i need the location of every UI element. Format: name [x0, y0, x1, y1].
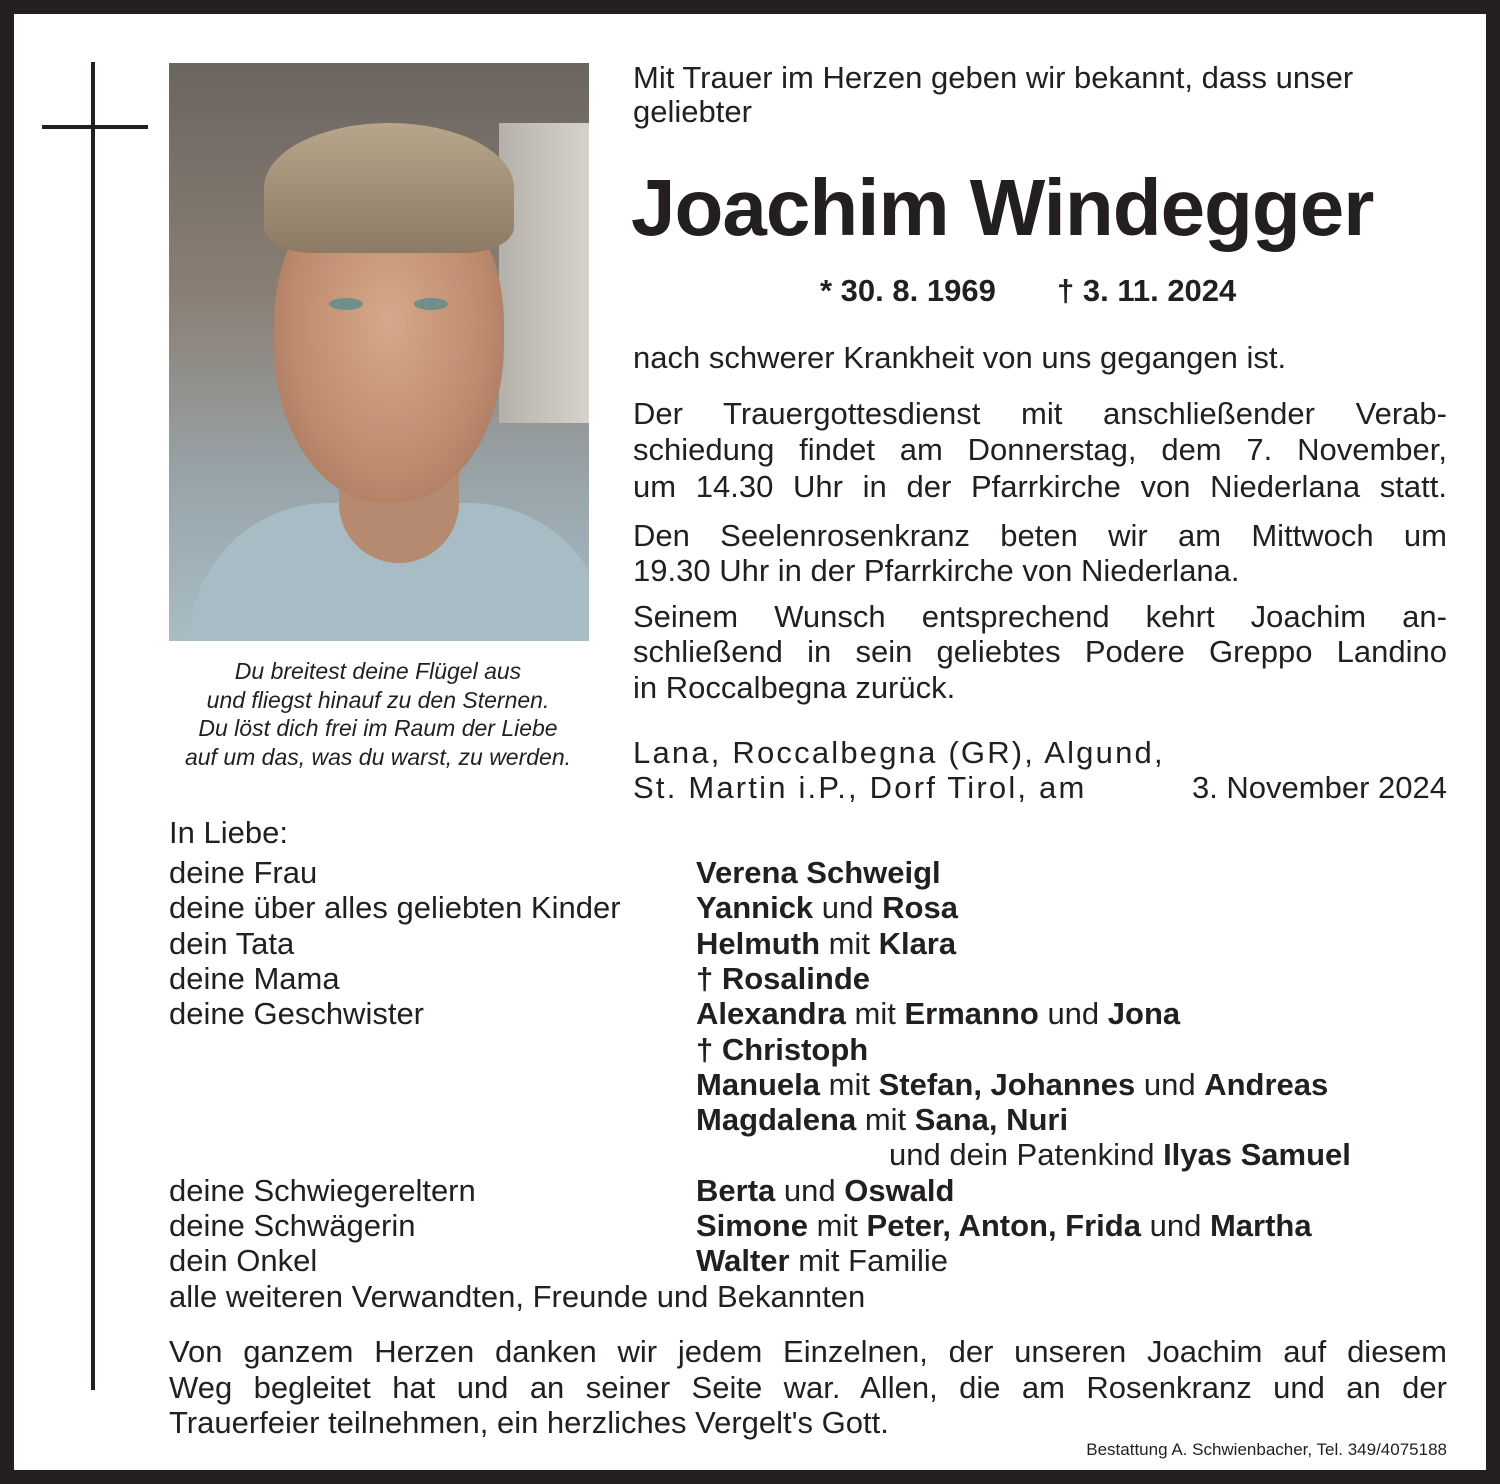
intro-line: Mit Trauer im Herzen geben wir bekannt, dass unser: [633, 60, 1354, 95]
birth-date: * 30. 8. 1969: [820, 273, 996, 308]
connector-text: und: [1135, 1066, 1205, 1102]
family-member-name: Verena Schweigl: [696, 855, 941, 890]
family-member-name: Oswald: [844, 1172, 955, 1208]
family-names: [696, 1173, 954, 1209]
connector-text: und: [813, 890, 883, 926]
family-member-name: Rosa: [882, 890, 958, 926]
announcement-date: 3. November 2024: [1191, 770, 1447, 805]
deceased-name: Joachim Windegger: [631, 163, 1374, 252]
family-member-name: Klara: [878, 925, 957, 961]
family-member-name: Walter: [696, 1243, 790, 1279]
family-member-name: † Christoph: [696, 1031, 869, 1067]
connector-text: mit: [820, 1066, 879, 1102]
connector-text: mit: [845, 996, 905, 1032]
family-names: [696, 961, 870, 997]
family-member-name: Sana, Nuri: [914, 1102, 1069, 1138]
family-names: [696, 1102, 1068, 1138]
poem-line: Du löst dich frei im Raum der Liebe: [198, 715, 558, 741]
family-member-name: Magdalena: [696, 1102, 857, 1138]
thanks-line: Von ganzem Herzen danken wir jedem Einzelnen, der unseren Joachim auf diesem: [169, 1334, 1447, 1369]
family-member-name: Yannick: [696, 890, 814, 926]
family-relation-label: deine Schwiegereltern: [169, 1172, 476, 1208]
family-names: [889, 1137, 1351, 1173]
family-names: [696, 890, 958, 926]
family-relation-label: deine Frau: [169, 855, 318, 890]
connector-text: und: [1038, 996, 1108, 1032]
connector-text: und: [1140, 1208, 1210, 1243]
paragraph-line: Den Seelenrosenkranz beten wir am Mittwoch um: [633, 518, 1447, 553]
connector-text: mit Familie: [789, 1243, 949, 1279]
paragraph-line: Seinem Wunsch entsprechend kehrt Joachim an-: [633, 599, 1447, 634]
family-names: [696, 1243, 948, 1279]
paragraph-line: schließend in sein geliebtes Podere Greppo Landino: [633, 634, 1447, 669]
family-member-name: Alexandra: [696, 996, 846, 1032]
paragraph-line: um 14.30 Uhr in der Pfarrkirche von Niederlana statt.: [633, 469, 1447, 504]
family-member-name: Ilyas Samuel: [1163, 1137, 1351, 1173]
poem-line: auf um das, was du warst, zu werden.: [184, 743, 572, 770]
death-date: † 3. 11. 2024: [1057, 273, 1237, 308]
location-date-line: [633, 770, 1447, 806]
connector-text: und dein Patenkind: [889, 1137, 1164, 1173]
paragraph-line: 19.30 Uhr in der Pfarrkirche von Niederlana.: [633, 553, 1240, 588]
family-relation-label: dein Tata: [169, 925, 295, 961]
paragraph-line: Der Trauergottesdienst mit anschließender Verab-: [633, 396, 1447, 431]
cross-icon-bar: [42, 125, 148, 129]
family-relation-label: deine über alles geliebten Kinder: [169, 890, 621, 926]
family-names: [696, 855, 941, 891]
thanks-line: Trauerfeier teilnehmen, ein herzliches Vergelt's Gott.: [169, 1405, 889, 1440]
family-names: [696, 1067, 1328, 1103]
location-line: Lana, Roccalbegna (GR), Algund,: [633, 735, 1165, 770]
poem-line: Du breitest deine Flügel aus: [234, 658, 522, 684]
family-names: [696, 926, 956, 962]
portrait-photo: [169, 63, 589, 641]
cross-icon: [91, 62, 95, 1390]
paragraph-line: schiedung findet am Donnerstag, dem 7. November,: [633, 432, 1447, 467]
family-relation-label: deine Mama: [169, 960, 340, 996]
family-member-name: Peter, Anton, Frida: [866, 1208, 1141, 1243]
family-member-name: Martha: [1209, 1208, 1312, 1243]
paragraph-line: nach schwerer Krankheit von uns gegangen ist.: [633, 340, 1287, 375]
family-member-name: † Rosalinde: [696, 960, 870, 996]
family-member-name: Simone: [696, 1208, 808, 1243]
family-member-name: Helmuth: [696, 925, 820, 961]
family-member-name: Stefan, Johannes: [878, 1066, 1136, 1102]
poem: [160, 657, 596, 771]
family-names: [696, 1032, 868, 1068]
poem-line: und fliegst hinauf zu den Sternen.: [206, 686, 550, 713]
family-member-name: Manuela: [696, 1066, 821, 1102]
family-relation-label: alle weiteren Verwandten, Freunde und Bekannten: [169, 1278, 866, 1314]
connector-text: mit: [856, 1102, 915, 1138]
family-names: [696, 1208, 1312, 1244]
family-member-name: Berta: [696, 1172, 776, 1208]
connector-text: mit: [807, 1208, 867, 1243]
family-relation-label: deine Geschwister: [169, 996, 425, 1032]
family-names: [696, 996, 1180, 1032]
family-member-name: Andreas: [1204, 1066, 1329, 1102]
family-relation-label: deine Schwägerin: [169, 1208, 416, 1243]
in-liebe-heading: In Liebe:: [169, 815, 288, 850]
thanks-line: Weg begleitet hat und an seiner Seite war. Allen, die am Rosenkranz und an der: [169, 1370, 1447, 1405]
family-member-name: Jona: [1107, 996, 1181, 1032]
funeral-home-credit: Bestattung A. Schwienbacher, Tel. 349/4075188: [1086, 1440, 1447, 1459]
connector-text: mit: [820, 925, 879, 961]
intro-line: geliebter: [633, 94, 752, 129]
location-line: St. Martin i.P., Dorf Tirol, am: [633, 770, 1087, 805]
family-relation-label: dein Onkel: [169, 1243, 318, 1279]
paragraph-line: in Roccalbegna zurück.: [633, 670, 956, 705]
family-member-name: Ermanno: [904, 996, 1039, 1032]
connector-text: und: [775, 1172, 845, 1208]
